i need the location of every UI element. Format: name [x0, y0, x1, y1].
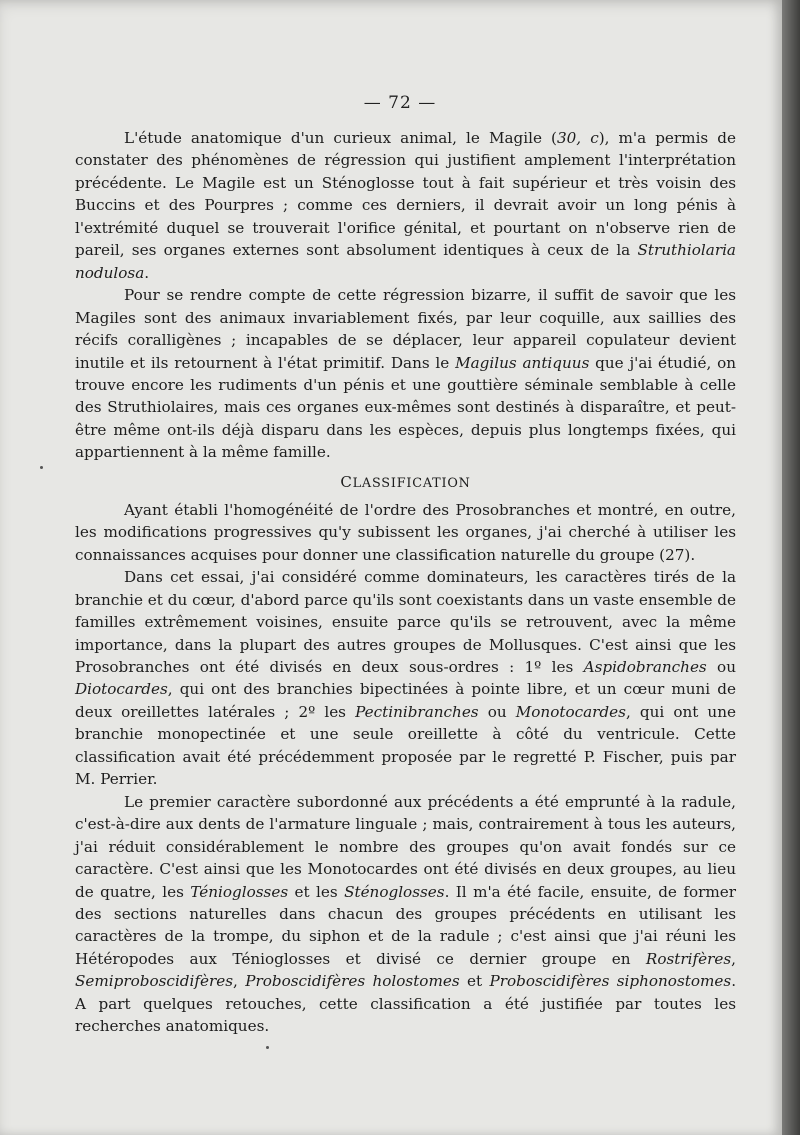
group-name: Sténoglosses	[344, 882, 445, 901]
paragraph-text: ,	[233, 972, 246, 991]
species-name: Magilus antiquus	[455, 353, 590, 372]
heading-initial: C	[340, 472, 353, 491]
reference: 30, c	[556, 129, 599, 147]
paragraph-text: Dans cet essai, j'ai considéré comme dominateurs, les caractères tirés de la branchie et du cœur, d'abord parce qu'ils sont coexistants dans un vaste ensemble de familles extrêmement voisines, ensuite parce qu'ils se retrouvent, avec la même importance, dans la plupart des autres groupes de Mollusques. C'est ainsi que les Prosobranches ont été divisés en deux sous-ordres : 1º les	[75, 568, 736, 676]
paragraph-text: .	[144, 263, 150, 282]
section-heading-classification	[75, 465, 736, 499]
body-text	[75, 127, 736, 1038]
paragraph-magile-study	[75, 127, 736, 284]
paragraph-dominant-characters	[75, 566, 736, 791]
heading-rest: LASSIFICATION	[352, 475, 471, 491]
section-name: Proboscidifères holostomes	[245, 972, 460, 991]
group-name: Pectinibranches	[355, 702, 479, 721]
species-name: Struthiolaria nodulosa	[75, 241, 736, 282]
paragraph-text: ), m'a permis de constater des phénomènes de régression qui justifient amplement l'interprétation précédente. Le Magile est un Sténoglosse tout à fait supérieur et très voisin des Buccins et des Pourpres ; comme ces derniers, il devrait avoir un long pénis à l'extrémité duquel se trouverait l'orifice génital, et pourtant on n'observe rien de pareil, ses organes externes sont absolument identiques à ceux de la	[75, 129, 736, 260]
group-name: Ténioglosses	[190, 882, 289, 901]
paragraph-text: . A part quelques retouches, cette classification a été justifiée par toutes les recherches anatomiques.	[75, 972, 737, 1036]
section-name: Rostrifères	[645, 949, 732, 968]
paragraph-text: Le premier caractère subordonné aux précédents a été emprunté à la radule, c'est-à-dire aux dents de l'armature linguale ; mais, contrairement à tous les auteurs, j'ai réduit considérablement le nombre des groupes qu'on avait fondés sur ce caractère. C'est ainsi que les Monotocardes ont été divisés en deux groupes, au lieu de quatre, les	[75, 792, 736, 901]
paragraph-text: . Il m'a été facile, ensuite, de former des sections naturelles dans chacun des groupes précédents en utilisant les caractères de la trompe, du siphon et de la radule ; c'est ainsi que j'ai réuni les Hétéropodes aux Ténioglosses et divisé ce dernier groupe en	[75, 882, 736, 968]
paragraph-regression	[75, 284, 736, 464]
page-edge-shadow	[782, 0, 800, 1135]
page-number: — 72 —	[363, 93, 437, 113]
section-name: Semiproboscidifères	[75, 972, 234, 991]
paragraph-text: ,	[731, 949, 736, 968]
paragraph-text: et	[459, 972, 490, 991]
paragraph-text: , qui ont des branchies bipectinées à pointe libre, et un cœur muni de deux oreillettes latérales ; 2º les	[75, 680, 736, 721]
paragraph-text: que j'ai étudié, on trouve encore les rudiments d'un pénis et une gouttière séminale semblable à celle des Struthiolaires, mais ces organes eux-mêmes sont destinés à disparaître, et peut-être même ont-ils déjà disparu dans les espèces, depuis plus longtemps fixées, qui appartiennent à la même famille.	[75, 353, 737, 462]
paragraph-text: Pour se rendre compte de cette régression bizarre, il suffit de savoir que les Magiles sont des animaux invariablement fixés, par leur coquille, aux saillies des récifs coralligènes ; incapables de se déplacer, leur appareil copulateur devient inutile et ils retournent à l'état primitif. Dans le	[75, 286, 736, 372]
section-name: Proboscidifères siphonostomes	[489, 972, 732, 991]
group-name: Aspidobranches	[583, 657, 707, 676]
paragraph-text: , qui ont une branchie monopectinée et une seule oreillette à côté du ventricule. Cette classification avait été précédemment proposée par le regretté P. Fischer, puis par M. Perrier.	[75, 702, 736, 789]
paragraph-radula	[75, 791, 736, 1038]
paragraph-text: L'étude anatomique d'un curieux animal, le Magile (	[124, 129, 557, 147]
paragraph-homogeneity: Ayant établi l'homogénéité de l'ordre des Prosobranches et montré, en outre, les modifications progressives qu'y subissent les organes, j'ai cherché à utiliser les connaissances acquises pour donner une classification naturelle du groupe (27).	[75, 500, 736, 564]
paper-speck	[266, 1046, 269, 1049]
group-name: Diotocardes	[75, 680, 168, 699]
paragraph-text: ou	[706, 657, 736, 676]
paper-speck	[40, 466, 43, 469]
paragraph-text: ou	[478, 702, 516, 721]
group-name: Monotocardes	[515, 702, 626, 721]
paragraph-text: et les	[288, 882, 345, 901]
